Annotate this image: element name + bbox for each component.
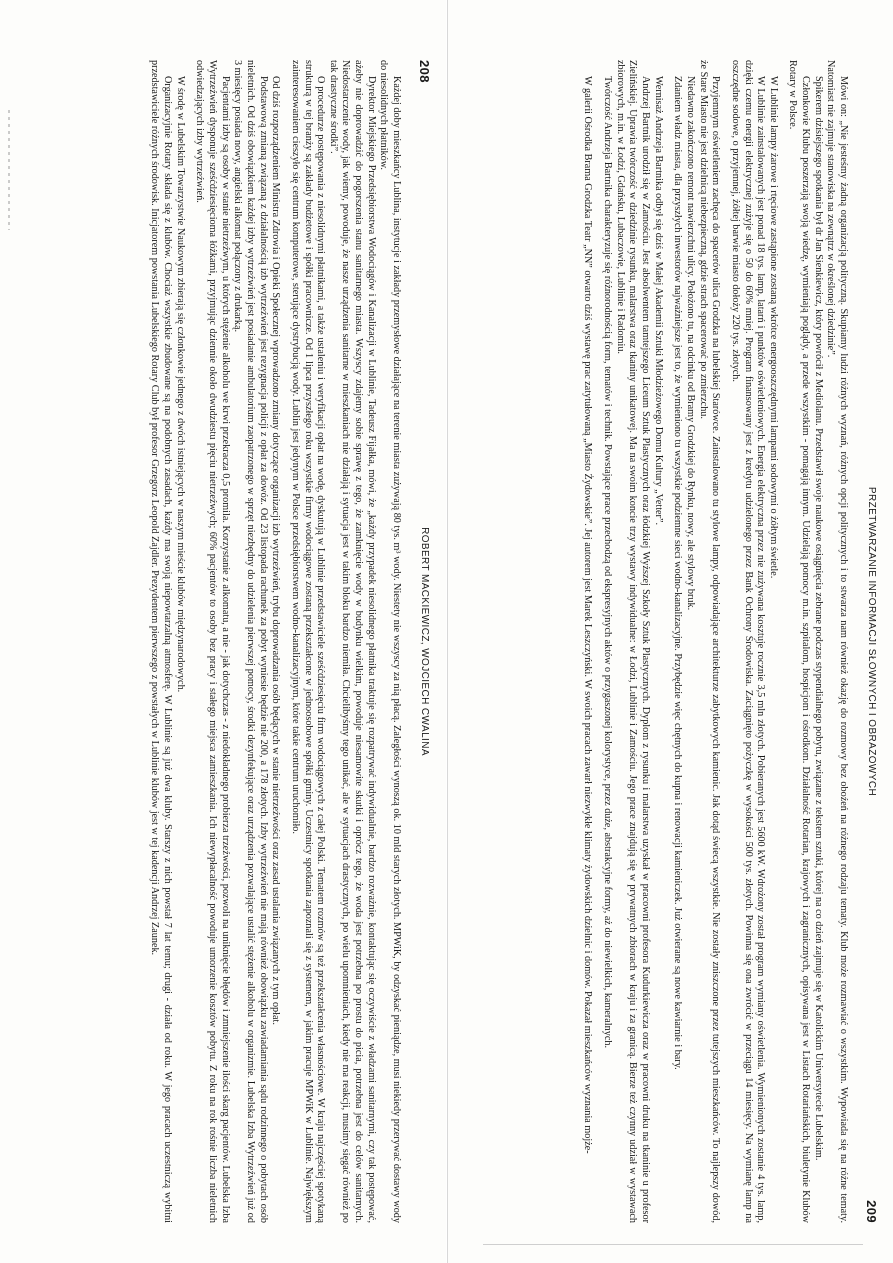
binding-edge-line <box>483 1244 863 1245</box>
right-page-header <box>861 60 877 1223</box>
paragraph: Członkowie Klubu poszerzają swoją wiedzę, wymieniają poglądy, a przede wszystkim - pomagają innym. Udzielają pomocy m.in. szpitalom, hospicjom i ośrodkom. Działalność Rotarian, krajowych i zagranicznych, opisywana jest w Listach Rotariańskich, biuletynie Klubów Rotary w Polsce. <box>787 60 812 1223</box>
paragraph: Dyrektor Miejskiego Przedsiębiorstwa Wodociągów i Kanalizacji w Lublinie, Tadeusz Fijałka, mówi, że „każdy przypadek niesolidnego płatnika traktuje się rozpatrywać indywidualnie, bardzo rozważnie, kontaktując się oczywiście z władzami sanitarnymi, czy tak postępować, ażeby nie doprowadzić do pogorszenia stanu sanitarnego miasta. Wszyscy zdajemy sobie sprawę z tego, że zamknięcie wody w budynku wielkim, powoduje niesamowite skutki i oprócz tego, że woda jest potrzebna po prostu do picia, potrzebna jest do celów sanitarnych. Niedostarczenie wody, jak wiemy, powoduje, że nasze urządzenia sanitarne w mieszkaniach nie działają i sytuacja jest w takim bloku bardzo niemiła. Chcielibyśmy tego unikać, ale w sytuacjach drastycznych, po wielu upomnieniach, kiedy nie ma reakcji, musimy sięgać również po tak drastyczne środki”. <box>327 60 377 1223</box>
paragraph: Zdaniem władz miasta, dla przyszłych inwestorów najważniejsze jest to, że wymieniono tu wszystkie podziemne sieci wodno-kanalizacyjne. Przybędzie więc chętnych do kupna i renowacji kamieniczek. Już otwierane są nowe kawiarnie i bary. <box>672 76 684 1070</box>
paragraph: Spikerem dzisiejszego spotkania był dr Jan Sienkiewicz, który powrócił z Mediolanu. Przedstawił swoje naukowe osiągnięcia zebrane podczas stypendialnego pobytu, związane z tekstem sztuki, której na co dzień zajmuje się w Katolickim Uniwersytecie Lubelskim. <box>812 76 824 1161</box>
right-page-body <box>460 60 849 1223</box>
paragraph: Twórczość Andrzeja Bartnika charakteryzuje się różnorodnością form, tematów i technik. Powstające prace przechodzą od ekspresyjnych aktów o przygaszonej kolorystyce, przez duże, abstrakcyjne formy, aż do niewielkich, kameralnych. <box>602 76 614 1048</box>
paragraph: W Lublinie zainstalowanych jest ponad 18 tys. lamp, latarń i punktów oświetleniowych. Energia elektryczna przez nie zużywana kosztuje rocznie 3,5 mln złotych. Pobieranych jest 5600 kW. Wdrożony został program wymiany oświetlenia. Wymienionych zostanie 4 tys. lamp, dzięki czemu energii elektrycznej zużyje się o 50 do 60% mniej. Program finansowany jest z kredytu udzielonego przez Bank Ochrony Środowiska. Zaciągnięto pożyczkę w wysokości 500 tys. złotych. Powinna się ona zwrócić w przeciągu 14 miesięcy. Na wymianę lamp na oszczędne sodowe, o przyjemnej, żółtej barwie miasto dołoży 220 tys. złotych. <box>729 60 767 1223</box>
page-number: 209 <box>864 1200 879 1223</box>
paragraph: Organizacyjnie Rotary składa się z klubów. Chociaż wszystkie zbudowane są na podobnych zasadach, każdy ma swoją niepowtarzalną atmosferę. W Lublinie są już dwa kluby. Starszy z nich powstał 7 lat temu; drugi - działa od roku. W jego pracach uczestniczą wybitni przedstawiciele różnych środowisk. Inicjatorem powstania Lubelskiego Rotary Club był profesor Grzegorz Leopold Zajdler. Prezydentem pierwszego z powstałych w Lublinie klubów jest w tej kadencji Andrzej Zaunek. <box>149 60 174 1223</box>
paragraph: W Lublinie lampy żarowe i rtęciowe zastąpione zostaną wkrótce energooszczędnymi lampami sodowymi o żółtym świetle. <box>767 76 779 579</box>
paragraph: Podstawową zmianą związaną z działalnością izb wytrzeźwień jest rezygnacja policji z opłat za dowóz. Od 23 listopada rachunek za pobyt wyniesie będzie nie 200, a 178 złotych. Izby wytrzeźwień nie mają również obowiązku zawiadamiania sądu rodzinnego o pobytach osób nieletnich. Od dziś obowiązkiem każdej izby wytrzeźwień jest posiadanie ambulatorium zaopatrzonego w sprzęt niezbędny do udzielenia pierwszej pomocy, środki dezynfekujące oraz urządzenia pozwalające ustalić stężenie alkoholu w organizmie. Lubelska Izba Wytrzeźwień już od 3 miesięcy posiada nowy, angielski alkomat połączony z drukarką. <box>232 60 269 1223</box>
left-page-body <box>12 60 402 1223</box>
paragraph: O procedurze postępowania z niesolidnymi płatnikami, a także ustaleniu i weryfikacji opłat na wodę, dyskutują w Lublinie przedstawiciele sześćdziesięciu firm wodociągowych z całej Polski. Tematem rozmów są też przekształcenia własnościowe. W kraju najczęściej spotykaną strukturą w tej branży są zakłady budżetowe i spółki pracownicze. Od 1 lipca przyszłego roku wszystkie firmy wodociągowe zostaną przekształcone w jednoosobowe spółki gminy. Uczestnicy spotkania zapoznali się z systemem, w jakim pracuje MPWiK w Lublinie. Największym zainteresowaniem cieszyło się centrum komputerowe, sterujące dystrybucją wody. Lublin jest jedynym w Polsce przedsiębiorstwem wodno-kanalizacyjnym, które takie centrum uruchomiło. <box>289 60 327 1223</box>
paragraph: Pacjentami izby są osoby w stanie nietrzeźwym, u których stężenie alkoholu we krwi przekracza 0,5 promila. Korzystanie z alkomatu, a nie - jak dotychczas - z niedokładnego probierza trzeźwości, pozwoli na uniknięcie błędów i zmniejszenie ilości skarg pacjentów. Lubelska Izba Wytrzeźwień dysponuje sześćdziesięcioma łóżkami, przyjmując dziennie około dwudziestu pięciu nietrzeźwych; 60% pacjentów to osoby bez pracy i stałego miejsca zamieszkania. Ich niewypłacalność powoduje umorzenie kosztów pobytu. Z roku na rok rośnie liczba nieletnich odwiedzających izby wytrzeźwień. <box>194 60 231 1223</box>
page-number: 208 <box>417 60 432 83</box>
running-head: PRZETWARZANIE INFORMACJI SŁOWNYCH I OBRAZOWYCH <box>866 486 877 797</box>
paragraph: Niedawno zakończono remont nawierzchni ulicy. Położono tu, na odcinku od Bramy Grodzkiej do Rynku, nowy, ale stylowy bruk. <box>684 76 696 611</box>
left-page-header <box>414 60 430 1223</box>
paragraph: Od dziś rozporządzeniem Ministra Zdrowia i Opieki Społecznej wprowadzono zmiany dotyczące organizacji izb wytrzeźwień, trybu doprowadzania osób będących w stanie nietrzeźwości oraz zasad ustalania związanych z tym opłat. <box>270 76 282 1025</box>
paragraph: W środę w Lubelskim Towarzystwie Naukowym zbierają się członkowie jednego z dwóch istniejących w naszym mieście klubów międzynarodowych. <box>174 76 186 693</box>
left-page <box>0 0 446 1263</box>
right-page <box>447 0 893 1263</box>
paragraph: Wernisaż Andrzeja Bartnika odbył się dziś w Małej Akademii Sztuki Młodzieżowego Domu Kultury „Vetter”. <box>652 76 664 526</box>
paragraph: Każdej doby mieszkańcy Lublina, instytucje i zakłady przemysłowe działające na terenie miasta zużywają 80 tys. m³ wody. Niestety nie wszyscy za nią płacą. Zaległości wynoszą ok. 10 mld starych złotych. MPWiK, by odzyskać pieniądze, musi niekiedy przerywać dostawy wody do niesolidnych płatników. <box>378 60 402 1223</box>
running-head: ROBERT MACKIEWICZ, WOJCIECH CWALINA <box>419 527 430 756</box>
paragraph: Andrzej Bartnik urodził się w Zamościu. Jest absolwentem tamtejszego Liceum Sztuk Plastycznych oraz łódzkiej Wyższej Szkoły Sztuk Plastycznych. Dyplom z rysunku i malarstwa uzyskał w pracowni profesora Kudurkiewicza oraz w pracowni druku na tkaninie u profesor Zielińskiej. Uprawia twórczość w dziedzinie rysunku, malarstwa oraz tkaniny unikatowej. Ma na swoim koncie trzy wystawy indywidualne: w Łodzi, Lublinie i Zamościu. Jego prace znajdują się w prywatnych zbiorach w kraju i za granicą. Bierze też czynny udział w wystawach zbiorowych, m.in. w Łodzi, Gdańsku, Lubaczowie, Lublinie i Radomiu. <box>614 60 652 1223</box>
paragraph: Mówi on: „Nie jesteśmy żadną organizacją polityczną. Skupiamy ludzi różnych wyznań, różnych opcji politycznych i to stwarza nam również okazję do rozmowy bez oboźeń na różnego rodzaju tematy. Klub może rozmawiać o wszystkim. Wypowiada się na różne tematy. Natomiast nie zajmuje stanowiska na zewnątrz w określonej dziedzinie”. <box>825 60 849 1223</box>
paragraph: W galerii Ośrodka Brama Grodzka Teatr „NN” otwarto dziś wystawę prac zatytułowaną „Miasto Żydowskie”. Jej autorem jest Marek Leszczyński. W swoich pracach zawarł niezwykłe klimaty żydowskich dzielnic i domów. Pokazał mieszkańców wyznania mojże- <box>582 76 594 1154</box>
paragraph: Przyjemnym oświetleniem zachęca do spacerów ulica Grodzka na lubelskiej Starówce. Zainstalowano tu stylowe lampy, odpowiadające architekturze zabytkowych kamienic. Jak dotąd świecą wszystkie. Nie zostały zniszczone przez tutejszych mieszkańców. To najlepszy dowód, że Stare Miasto nie jest dzielnicą niebezpieczną, gdzie strach spacerować po zmierzchu. <box>697 60 722 1223</box>
scan-artifact <box>8 110 10 230</box>
